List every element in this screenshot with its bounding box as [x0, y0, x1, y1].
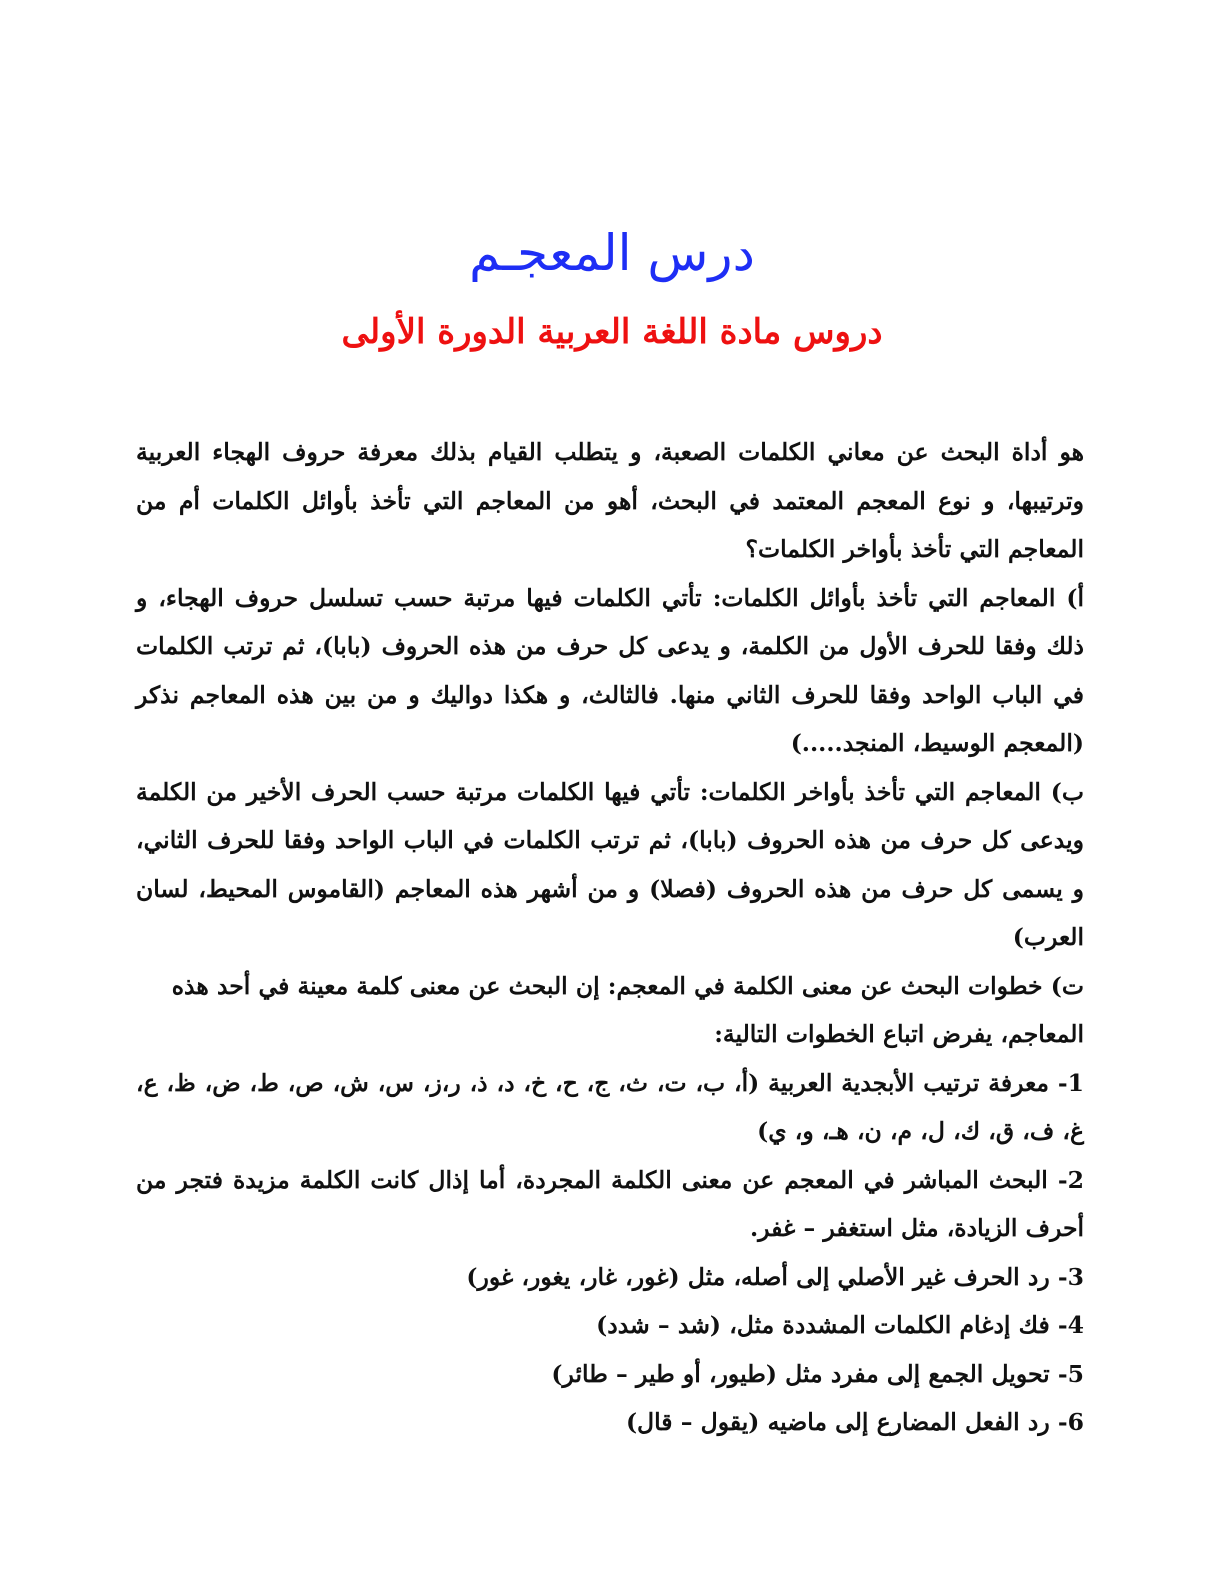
step-text: البحث المباشر في المعجم عن معنى الكلمة المجردة، أما إذال كانت الكلمة مزيدة فتجر من أحرف الزيادة، مثل استغفر – غفر.	[136, 1165, 1084, 1242]
step-item-1	[136, 1059, 1084, 1156]
document-body	[136, 428, 1084, 1447]
section-t-paragraph: ت) خطوات البحث عن معنى الكلمة في المعجم: إن البحث عن معنى كلمة معينة في أحد هذه المعاجم، يفرض اتباع الخطوات التالية:	[171, 971, 1084, 1048]
step-text: رد الحرف غير الأصلي إلى أصله، مثل (غور، غار، يغور، غور)	[466, 1262, 1050, 1291]
step-number: 2-	[1057, 1165, 1084, 1194]
step-number: 4-	[1057, 1311, 1084, 1339]
step-number: 3-	[1057, 1262, 1084, 1291]
page-subtitle: دروس مادة اللغة العربية الدورة الأولى	[341, 312, 883, 352]
step-item-3	[136, 1253, 1084, 1302]
step-item-6	[136, 1398, 1084, 1447]
intro-paragraph: هو أداة البحث عن معاني الكلمات الصعبة، و يتطلب القيام بذلك معرفة حروف الهجاء العربية وترتيبها، و نوع المعجم المعتمد في البحث، أهو من المعاجم التي تأخذ بأوائل الكلمات أم من المعاجم التي تأخذ بأواخر الكلمات؟	[136, 438, 1084, 563]
step-text: رد الفعل المضارع إلى ماضيه (يقول – قال)	[625, 1408, 1050, 1436]
step-number: 1-	[1057, 1068, 1085, 1097]
step-text: معرفة ترتيب الأبجدية العربية (أ، ب، ت، ث، ج، ح، خ، د، ذ، ر،ز، س، ش، ص، ط، ض، ظ، ع، غ، ف، ق، ك، ل، م، ن، هـ، و، ي)	[136, 1068, 1084, 1145]
step-text: فك إدغام الكلمات المشددة مثل، (شد – شدد)	[596, 1311, 1050, 1339]
step-number: 5-	[1057, 1359, 1084, 1388]
section-a-paragraph: أ) المعاجم التي تأخذ بأوائل الكلمات: تأتي الكلمات فيها مرتبة حسب تسلسل حروف الهجاء، و ذلك وفقا للحرف الأول من الكلمة، و يدعى كل حرف من هذه الحروف (بابا)، ثم ترتب الكلمات في الباب الواحد وفقا للحرف الثاني منها. فالثالث، و هكذا دواليك و من بين هذه المعاجم نذكر (المعجم الوسيط، المنجد.....)	[136, 583, 1084, 757]
page-title: درس المعجـم	[469, 224, 755, 282]
section-b-paragraph: ب) المعاجم التي تأخذ بأواخر الكلمات: تأتي فيها الكلمات مرتبة حسب الحرف الأخير من الكلمة ويدعى كل حرف من هذه الحروف (بابا)، ثم ترتب الكلمات في الباب الواحد وفقا للحرف الثاني، و يسمى كل حرف من هذه الحروف (فصلا) و من أشهر هذه المعاجم (القاموس المحيط، لسان العرب)	[136, 777, 1084, 951]
step-item-5	[136, 1350, 1084, 1399]
step-text: تحويل الجمع إلى مفرد مثل (طيور، أو طير – طائر)	[551, 1359, 1050, 1388]
step-item-4	[136, 1301, 1084, 1350]
step-item-2	[136, 1156, 1084, 1253]
step-number: 6-	[1057, 1408, 1084, 1436]
